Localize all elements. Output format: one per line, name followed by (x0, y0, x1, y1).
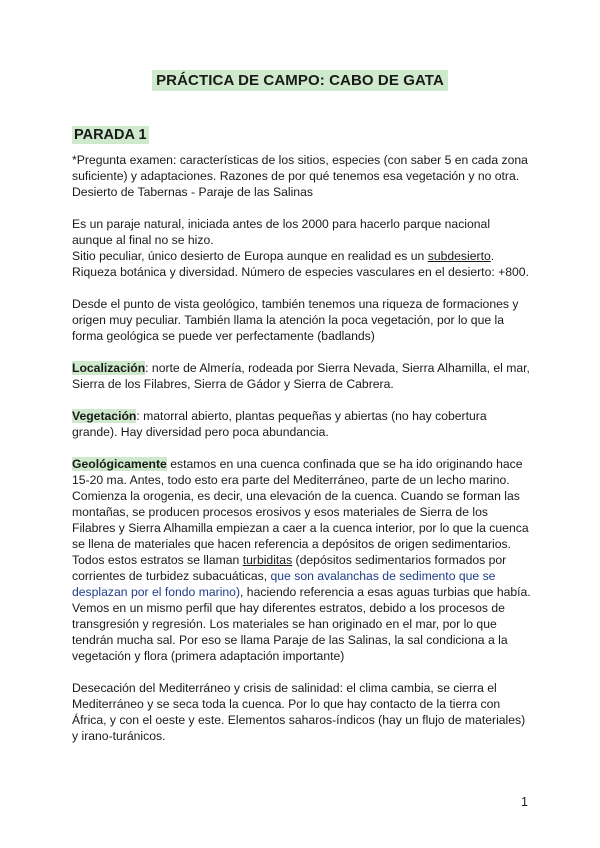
geologicamente-paragraph: Geológicamente estamos en una cuenca confinada que se ha ido originando hace 15-20 ma. Antes, todo esto era parte del Mediterráneo, parte de un lecho marino. Comienza la orogenia, es decir, una elevación de la cuenca. Cuando se forman las montañas, se producen procesos erosivos y esos materiales de Sierra de los Filabres y Sierra Alhamilla empiezan a caer a la cuenca interior, por lo que la cuenca se llena de materiales que hacen referencia a depósitos de origen sedimentarios. (72, 457, 529, 551)
geologico-paragraph: Desde el punto de vista geológico, también tenemos una riqueza de formaciones y origen muy peculiar. También llama la atención la poca vegetación, por lo que la forma geológica se puede ver perfectamente (badlands) (72, 297, 519, 343)
intro-question: *Pregunta examen: características de los sitios, especies (con saber 5 en cada zona suficiente) y adaptaciones. Razones de por qué tenemos esa vegetación y no otra. (72, 153, 528, 183)
vegetacion-paragraph: Vegetación: matorral abierto, plantas pequeñas y abiertas (no hay cobertura grande). Hay diversidad pero poca abundancia. (72, 409, 487, 439)
document-body (72, 152, 532, 760)
subdesierto-paragraph: Sitio peculiar, único desierto de Europa aunque en realidad es un subdesierto. (72, 249, 495, 263)
localizacion-paragraph: Localización: norte de Almería, rodeada por Sierra Nevada, Sierra Alhamilla, el mar, Sierra de los Filabres, Sierra de Gádor y Sierra de Cabrera. (72, 361, 530, 391)
paraje-natural-paragraph: Es un paraje natural, iniciada antes de los 2000 para hacerlo parque nacional aunque al final no se hizo. (72, 217, 491, 247)
section-heading-parada-1: PARADA 1 (74, 127, 147, 143)
localizacion-label: Localización (72, 361, 146, 375)
turbiditas-term: turbiditas (242, 553, 293, 567)
document-title: PRÁCTICA DE CAMPO: CABO DE GATA (152, 70, 448, 91)
intro-location: Desierto de Tabernas - Paraje de las Salinas (72, 185, 313, 199)
estratos-paragraph: Vemos en un mismo perfil que hay diferentes estratos, debido a los procesos de transgresión y regresión. Los materiales se han originado en el mar, por lo que tendrán mucha sal. Por eso se llama Paraje de las Salinas, la sal condiciona a la vegetación y flora (primera adaptación importante) (72, 601, 508, 663)
geologicamente-label: Geológicamente (72, 457, 167, 471)
subdesierto-term: subdesierto (427, 249, 491, 263)
desecacion-paragraph: Desecación del Mediterráneo y crisis de salinidad: el clima cambia, se cierra el Mediterráneo y se seca toda la cuenca. Por lo que hay contacto de la tierra con África, y con el oeste y este. Elementos saharos-índicos (hay un flujo de materiales) y irano-turánicos. (72, 681, 526, 743)
turbiditas-paragraph: Todos estos estratos se llaman turbiditas (depósitos sedimentarios formados por corrientes de turbidez subacuáticas, que son avalanchas de sedimento que se desplazan por el fondo marino), haciendo referencia a esas aguas turbias que había. (72, 553, 531, 599)
page-number: 1 (521, 795, 528, 809)
vegetacion-label: Vegetación (72, 409, 137, 423)
riqueza-paragraph: Riqueza botánica y diversidad. Número de especies vasculares en el desierto: +800. (72, 265, 529, 279)
turbiditas-definition: que son avalanchas de sedimento que se desplazan por el fondo marino) (72, 569, 496, 599)
